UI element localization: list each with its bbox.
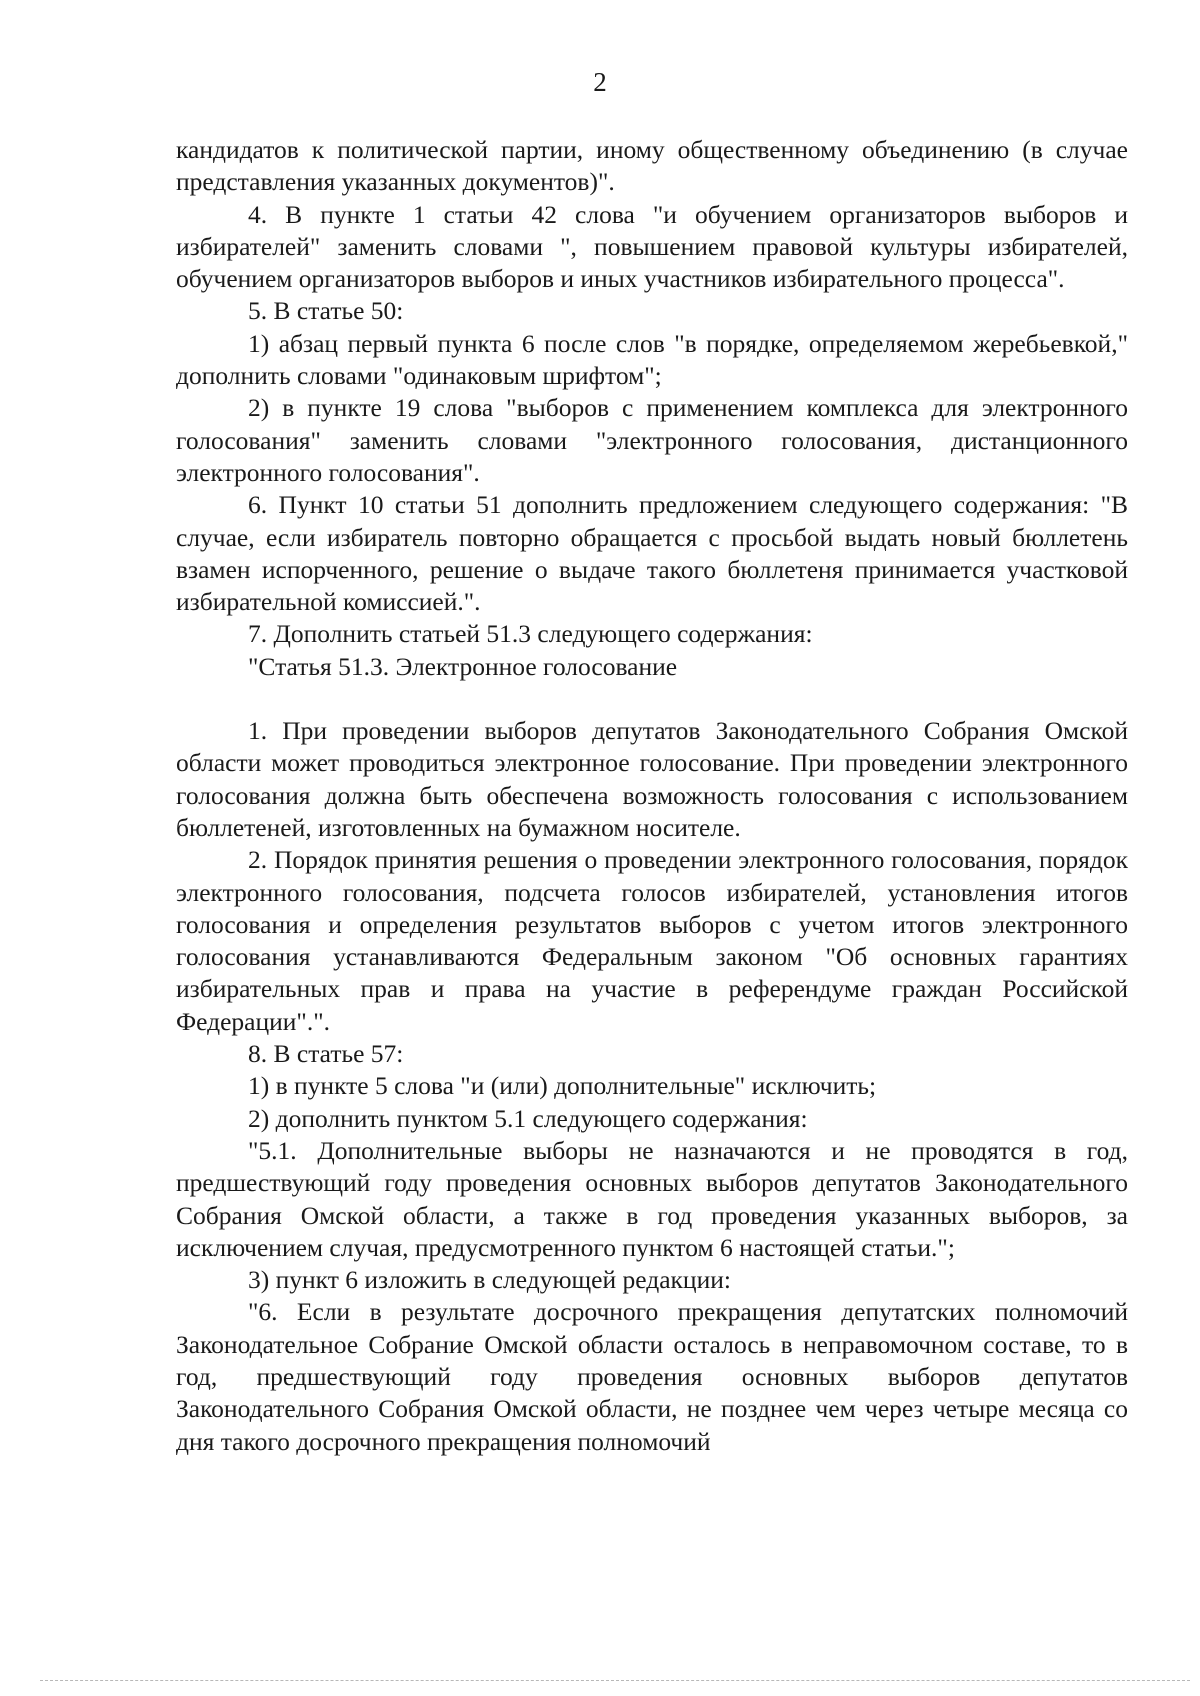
article-heading: "Статья 51.3. Электронное голосование bbox=[248, 651, 678, 681]
paragraph-continuation: кандидатов к политической партии, иному общественному объединению (в случае представления указанных документов)". bbox=[176, 135, 1128, 197]
paragraph-item-6: 6. Пункт 10 статьи 51 дополнить предложением следующего содержания: "В случае, если избиратель повторно обращается с просьбой выдать новый бюллетень взамен испорченного, решение о выдаче такого бюллетеня принимается участковой избирательной комиссией.". bbox=[176, 490, 1128, 617]
paragraph-item-5: 5. В статье 50: bbox=[248, 296, 404, 326]
paragraph-item-5-2: 2) в пункте 19 слова "выборов с применением комплекса для электронного голосования" заменить словами "электронного голосования, дистанционного электронного голосования". bbox=[176, 393, 1128, 487]
page-number: 2 bbox=[593, 67, 607, 97]
scan-edge-divider bbox=[40, 1680, 1190, 1681]
paragraph-item-8: 8. В статье 57: bbox=[248, 1039, 404, 1069]
article-clause-1: 1. При проведении выборов депутатов Законодательного Собрания Омской области может проводиться электронное голосование. При проведении электронного голосования должна быть обеспечена возможность голосования с использованием бюллетеней, изготовленных на бумажном носителе. bbox=[176, 716, 1128, 842]
article-clause-2: 2. Порядок принятия решения о проведении электронного голосования, порядок электронного голосования, подсчета голосов избирателей, установления итогов голосования и определения результатов выборов с учетом итогов электронного голосования устанавливаются Федеральным законом "Об основных гарантиях избирательных прав и права на участие в референдуме граждан Российской Федерации".". bbox=[176, 845, 1128, 1036]
paragraph-item-4: 4. В пункте 1 статьи 42 слова "и обучением организаторов выборов и избирателей" заменить словами ", повышением правовой культуры избирателей, обучением организаторов выборов и иных участников избирательного процесса". bbox=[176, 199, 1128, 294]
clause-5-1-text: "5.1. Дополнительные выборы не назначаются и не проводятся в год, предшествующий году проведения основных выборов депутатов Законодательного Собрания Омской области, а также в год проведения указанных выборов, за исключением случая, предусмотренного пунктом 6 настоящей статьи."; bbox=[176, 1135, 1128, 1262]
paragraph-item-7: 7. Дополнить статьей 51.3 следующего содержания: bbox=[248, 619, 813, 649]
clause-6-text: "6. Если в результате досрочного прекращения депутатских полномочий Законодательное Собрание Омской области осталось в неправомочном составе, то в год, предшествующий году проведения основных выборов депутатов Законодательного Собрания Омской области, не позднее чем через четыре месяца со дня такого досрочного прекращения полномочий bbox=[176, 1297, 1128, 1456]
paragraph-item-5-1: 1) абзац первый пункта 6 после слов "в порядке, определяемом жеребьевкой," дополнить словами "одинаковым шрифтом"; bbox=[176, 328, 1128, 391]
paragraph-item-8-3: 3) пункт 6 изложить в следующей редакции: bbox=[248, 1265, 731, 1295]
paragraph-item-8-1: 1) в пункте 5 слова "и (или) дополнительные" исключить; bbox=[248, 1071, 877, 1101]
paragraph-item-8-2: 2) дополнить пунктом 5.1 следующего содержания: bbox=[248, 1103, 808, 1133]
document-body bbox=[176, 134, 1128, 1458]
